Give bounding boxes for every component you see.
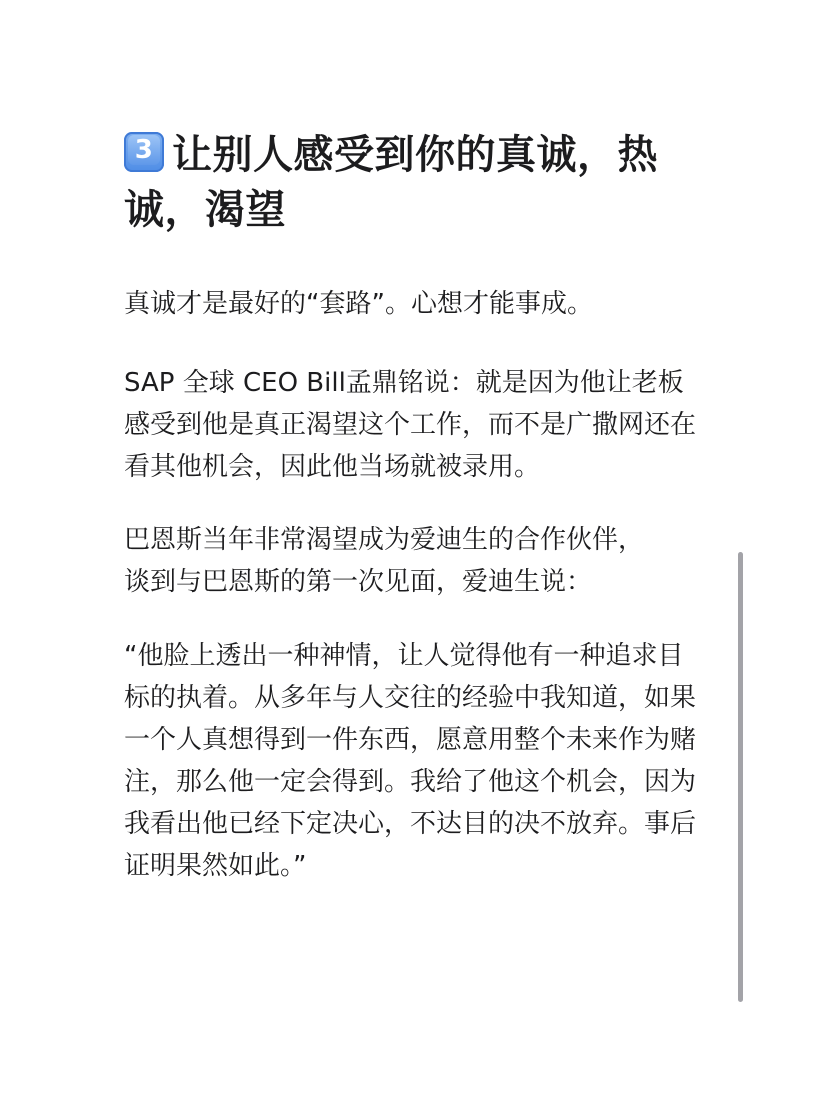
heading-text: 让别人感受到你的真诚，热诚，渴望 <box>124 132 658 233</box>
paragraph-edison-quote: “他脸上透出一种神情，让人觉得他有一种追求目标的执着。从多年与人交往的经验中我知道，如果一个人真想得到一件东西，愿意用整个未来作为赌注，那么他一定会得到。我给了他这个机会，因为我看出他已经下定决心，不达目的决不放弃。事后证明果然如此。” <box>124 641 697 881</box>
vertical-scrollbar[interactable] <box>738 552 743 1002</box>
paragraph-sincerity: 真诚才是最好的“套路”。心想才能事成。 <box>124 289 593 319</box>
keycap-digit-three-icon <box>124 132 164 172</box>
keycap-number: 3 <box>128 135 160 165</box>
paragraph-barnes: 巴恩斯当年非常渴望成为爱迪生的合作伙伴， 谈到与巴恩斯的第一次见面，爱迪生说： <box>124 525 645 597</box>
paragraph-sap-ceo: SAP 全球 CEO Bill孟鼎铭说：就是因为他让老板感受到他是真正渴望这个工作，而不是广撒网还在看其他机会，因此他当场就被录用。 <box>124 368 697 482</box>
section-heading <box>124 128 704 238</box>
